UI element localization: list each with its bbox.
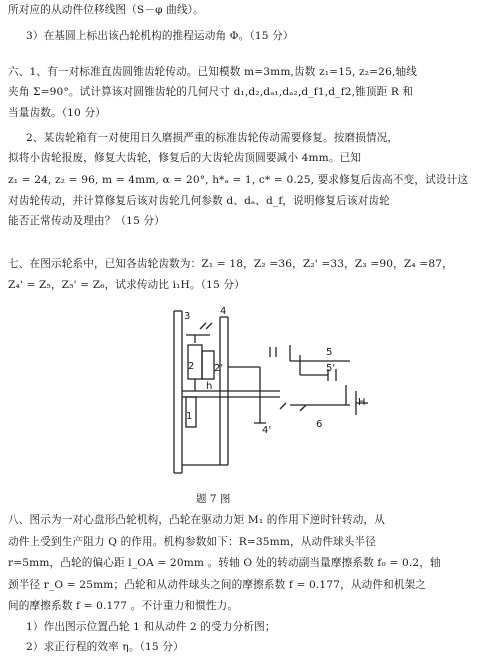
text-line: 间的摩擦系数 f = 0.177 。不计重力和惯性力。: [8, 600, 239, 612]
text-line: 动件上受到生产阻力 Q 的作用。机构参数如下：R=35mm，从动件球头半径: [8, 536, 377, 548]
text-line: 2）求正行程的效率 η。（15 分）: [26, 641, 184, 653]
label-gear-2prime: 2': [214, 363, 224, 374]
question-6-2: 2、某齿轮箱有一对使用日久磨损严重的标准齿轮传动需要修复。按磨损情况，: [26, 132, 399, 144]
text-line: 夹角 Σ=90°。试计算该对圆锥齿轮的几何尺寸 d₁,d₂,dₐ₁,dₐ₂,d_f1,d_f2,锥顶距 R 和: [8, 86, 414, 98]
gear-train-figure: [150, 305, 380, 485]
question-6-1: 六、1、有一对标准直齿圆锥齿轮传动。已知模数 m=3mm,齿数 z₁=15, z₂=26,轴线: [8, 66, 417, 78]
question-8: 八、图示为一对心盘形凸轮机构，凸轮在驱动力矩 M₁ 的作用下逆时针转动，从: [8, 514, 385, 526]
label-gear-5: 5: [326, 347, 333, 358]
label-output-H: H: [358, 397, 366, 408]
label-gear-1: 1: [186, 411, 193, 422]
text-line: 当量齿数。（10 分）: [8, 107, 106, 119]
text-line: 拟将小齿轮报废，修复大齿轮，修复后的大齿轮齿顶圆要减小 4mm。已知: [8, 152, 362, 164]
text-line: 对齿轮传动，并计算修复后该对齿轮几何参数 d、dₐ、d_f，说明修复后该对齿轮: [8, 195, 390, 207]
text-line: 3）在基圆上标出该凸轮机构的推程运动角 Φ。（15 分）: [26, 30, 294, 42]
label-gear-4prime: 4': [262, 425, 272, 436]
figure-caption: 题 7 图: [196, 493, 231, 505]
question-7: 七、在图示轮系中，已知各齿轮齿数为：Z₁ = 18，Z₂ =36，Z₂' =33，Z₃ =90，Z₄ =87，: [8, 258, 453, 270]
text-line: 所对应的从动件位移线图（S－φ 曲线）。: [8, 4, 204, 16]
text-line: 能否正常传动及理由？（15 分）: [8, 215, 165, 227]
label-gear-6: 6: [316, 419, 323, 430]
label-gear-5prime: 5': [326, 363, 336, 374]
label-gear-2: 2: [188, 361, 195, 372]
text-line: r=5mm，凸轮的偏心距 l_OA = 20mm 。转轴 O 处的转动副当量摩擦系数 f₀ = 0.2，轴: [8, 557, 441, 569]
label-gear-3: 3: [184, 311, 191, 322]
text-line: z₁ = 24, z₂ = 96, m = 4mm, α = 20°, h*ₐ = 1, c* = 0.25, 要求修复后齿高不变，试设计这: [8, 174, 469, 186]
label-gear-4: 4: [220, 306, 227, 317]
text-line: 颈半径 r_O = 25mm；凸轮和从动件球头之间的摩擦系数 f = 0.177，从动件和机架之: [8, 579, 427, 591]
text-line: Z₄' = Z₅，Z₅' = Z₆，试求传动比 i₁H。（15 分）: [8, 279, 245, 291]
label-carrier-h: h: [206, 381, 213, 392]
text-line: 1）作出图示位置凸轮 1 和从动件 2 的受力分析图；: [26, 621, 276, 633]
